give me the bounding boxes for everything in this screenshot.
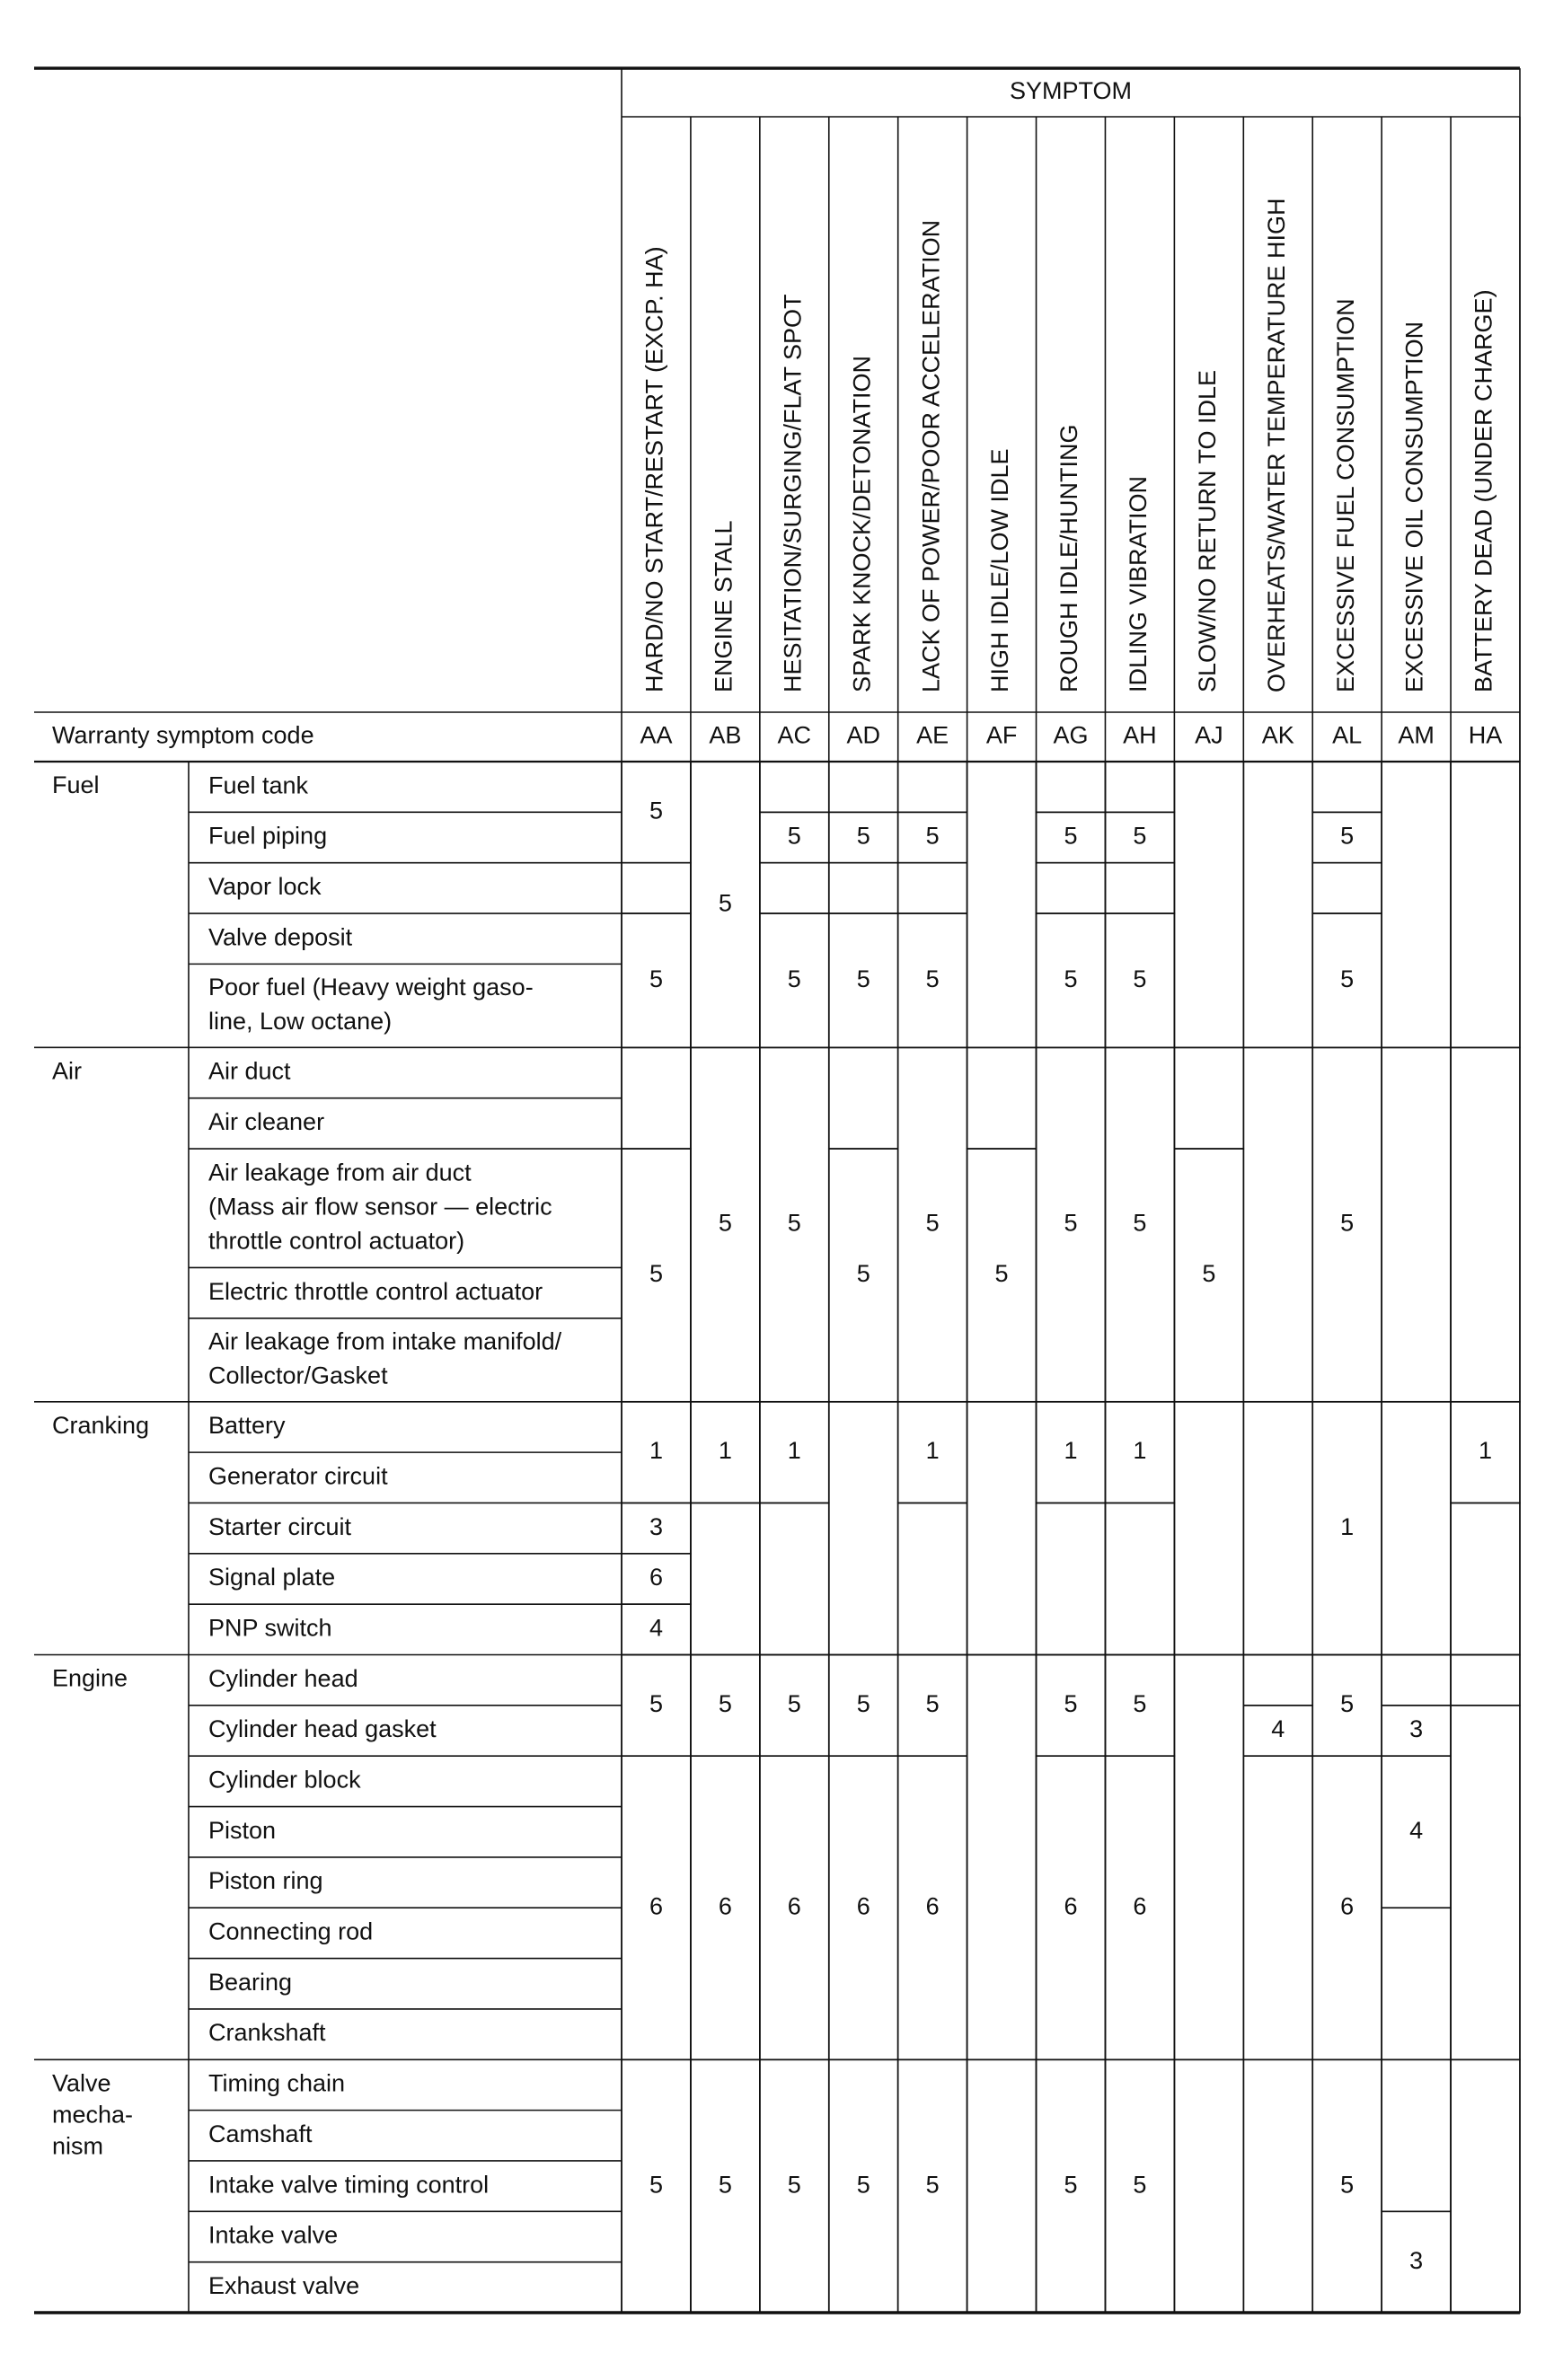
symptom-name: OVERHEATS/WATER TEMPERATURE HIGH — [1262, 198, 1290, 692]
matrix-cell — [1382, 1047, 1451, 1401]
warranty-symptom-code-label: Warranty symptom code — [52, 721, 314, 749]
symptom-name: EXCESSIVE OIL CONSUMPTION — [1400, 321, 1428, 692]
matrix-cell — [898, 863, 967, 913]
matrix-cell — [1243, 1047, 1312, 1401]
symptom-column-header — [917, 220, 944, 692]
matrix-cell — [1382, 1655, 1451, 1706]
cell-value: 6 — [1064, 1892, 1078, 1920]
cell-value: 5 — [1133, 2171, 1147, 2199]
matrix-cell — [829, 762, 898, 812]
matrix-cell — [760, 762, 829, 812]
matrix-cell — [829, 1047, 898, 1149]
symptom-name: HARD/NO START/RESTART (EXCP. HA) — [640, 246, 668, 692]
cell-value: 1 — [1064, 1437, 1078, 1465]
matrix-cell — [622, 1047, 691, 1149]
matrix-cell — [1382, 1402, 1451, 1655]
matrix-cell — [1174, 1047, 1243, 1149]
cell-value: 5 — [856, 1689, 870, 1717]
warranty-code: AG — [1053, 721, 1089, 749]
symptom-name: IDLING VIBRATION — [1125, 475, 1152, 692]
matrix-cell — [760, 1503, 829, 1654]
cell-value: 5 — [1133, 1209, 1147, 1237]
matrix-cell — [967, 1047, 1037, 1149]
symptom-column-header — [1055, 424, 1082, 692]
cell-value: 1 — [649, 1437, 663, 1465]
matrix-cell — [1451, 2059, 1520, 2313]
cell-value: 4 — [1271, 1715, 1285, 1743]
matrix-cell — [691, 1503, 760, 1654]
warranty-code: AC — [777, 721, 812, 749]
matrix-cell — [829, 863, 898, 913]
component-group-label: mecha- — [52, 2101, 134, 2129]
symptom-title: SYMPTOM — [1009, 77, 1133, 105]
cell-value: 1 — [1340, 1512, 1355, 1540]
cell-value: 5 — [856, 2171, 870, 2199]
matrix-cell — [967, 1655, 1037, 2060]
component-item-label: Air leakage from intake manifold/ — [208, 1327, 562, 1355]
matrix-cell — [898, 1503, 967, 1654]
symptom-name: HESITATION/SURGING/FLAT SPOT — [779, 294, 807, 692]
matrix-cell — [1382, 762, 1451, 1047]
cell-value: 6 — [1133, 1892, 1147, 1920]
cell-value: 5 — [1064, 822, 1078, 850]
symptom-column-header — [1401, 322, 1428, 692]
cell-value: 5 — [925, 1209, 940, 1237]
matrix-cell — [760, 863, 829, 913]
symptom-name: ROUGH IDLE/HUNTING — [1055, 424, 1083, 692]
cell-value: 5 — [649, 1689, 663, 1717]
cell-value: 5 — [925, 965, 940, 992]
cell-value: 5 — [718, 1689, 732, 1717]
cell-value: 5 — [1064, 1689, 1078, 1717]
warranty-code: AF — [985, 721, 1018, 749]
symptom-name: EXCESSIVE FUEL CONSUMPTION — [1331, 298, 1359, 692]
symptom-column-header — [1332, 298, 1359, 692]
cell-value: 5 — [649, 965, 663, 992]
component-group-label: Cranking — [52, 1411, 150, 1439]
matrix-cell — [1243, 1655, 1312, 1706]
component-item-label: (Mass air flow sensor — electric — [208, 1193, 552, 1221]
cell-value: 1 — [718, 1437, 732, 1465]
component-item-label: PNP switch — [208, 1614, 332, 1642]
component-group-label: Fuel — [52, 771, 100, 799]
warranty-code: AD — [846, 721, 880, 749]
cell-value: 5 — [787, 1209, 801, 1237]
matrix-cell — [1243, 2059, 1312, 2313]
component-item-label: Collector/Gasket — [208, 1362, 388, 1389]
component-item-label: Cylinder head — [208, 1664, 358, 1692]
component-item-label: Intake valve timing control — [208, 2171, 490, 2199]
symptom-name: SLOW/NO RETURN TO IDLE — [1193, 369, 1221, 692]
warranty-code: AJ — [1195, 721, 1223, 749]
component-item-label: throttle control actuator) — [208, 1227, 465, 1255]
cell-value: 6 — [718, 1892, 732, 1920]
warranty-code: AE — [916, 721, 949, 749]
matrix-cell — [1174, 1402, 1243, 1655]
cell-value: 6 — [649, 1892, 663, 1920]
component-item-label: Signal plate — [208, 1564, 336, 1591]
cell-value: 5 — [1133, 965, 1147, 992]
cell-value: 1 — [925, 1437, 940, 1465]
component-item-label: Air leakage from air duct — [208, 1159, 472, 1186]
cell-value: 5 — [718, 889, 732, 917]
warranty-code: AB — [709, 721, 742, 749]
component-item-label: Generator circuit — [208, 1462, 388, 1490]
component-item-label: Poor fuel (Heavy weight gaso- — [208, 973, 534, 1000]
component-item-label: Fuel piping — [208, 822, 328, 850]
cell-value: 6 — [925, 1892, 940, 1920]
cell-value: 5 — [787, 822, 801, 850]
cell-value: 5 — [787, 965, 801, 992]
cell-value: 5 — [1133, 822, 1147, 850]
symptom-name: HIGH IDLE/LOW IDLE — [986, 448, 1014, 692]
cell-value: 5 — [1340, 1209, 1355, 1237]
component-group-label: Engine — [52, 1664, 128, 1692]
matrix-cell — [1174, 1655, 1243, 2060]
component-item-label: Crankshaft — [208, 2019, 326, 2047]
matrix-cell — [622, 863, 691, 913]
component-item-label: Fuel tank — [208, 771, 309, 799]
matrix-cell — [898, 762, 967, 812]
matrix-cell — [1312, 762, 1382, 812]
symptom-column-header — [641, 246, 668, 692]
component-item-label: Piston — [208, 1816, 277, 1844]
symptom-column-header — [986, 448, 1013, 692]
cell-value: 5 — [787, 1689, 801, 1717]
component-item-label: Cylinder block — [208, 1766, 361, 1794]
cell-value: 1 — [1133, 1437, 1147, 1465]
cell-value: 5 — [649, 797, 663, 824]
matrix-cell — [1037, 1503, 1106, 1654]
matrix-cell — [1451, 1655, 1520, 1706]
cell-value: 5 — [1340, 2171, 1355, 2199]
symptom-name: BATTERY DEAD (UNDER CHARGE) — [1470, 289, 1497, 692]
cell-value: 6 — [649, 1564, 663, 1591]
symptom-column-header — [848, 356, 875, 692]
warranty-code: AH — [1123, 721, 1157, 749]
matrix-cell — [1382, 1908, 1451, 2059]
cell-value: 5 — [1202, 1260, 1216, 1288]
component-group-label: Valve — [52, 2069, 111, 2097]
matrix-cell — [1312, 863, 1382, 913]
matrix-cell — [1451, 1047, 1520, 1401]
cell-value: 5 — [1133, 1689, 1147, 1717]
cell-value: 5 — [856, 822, 870, 850]
cell-value: 5 — [649, 2171, 663, 2199]
cell-value: 1 — [787, 1437, 801, 1465]
cell-value: 3 — [649, 1512, 663, 1540]
matrix-cell — [1451, 762, 1520, 1047]
matrix-cell — [1243, 1402, 1312, 1655]
matrix-cell — [1105, 762, 1174, 812]
matrix-cell — [1105, 863, 1174, 913]
component-item-label: Cylinder head gasket — [208, 1715, 437, 1743]
matrix-cell — [829, 1402, 898, 1655]
matrix-cell — [1174, 2059, 1243, 2313]
cell-value: 1 — [1479, 1437, 1493, 1465]
symptom-column-header — [1125, 476, 1152, 692]
component-item-label: Electric throttle control actuator — [208, 1277, 543, 1305]
matrix-cell — [1037, 863, 1106, 913]
cell-value: 5 — [925, 1689, 940, 1717]
component-item-label: Battery — [208, 1412, 286, 1440]
symptom-name: ENGINE STALL — [710, 520, 737, 692]
cell-value: 5 — [925, 822, 940, 850]
cell-value: 5 — [718, 2171, 732, 2199]
cell-value: 5 — [1340, 965, 1355, 992]
component-group-label: nism — [52, 2132, 104, 2160]
cell-value: 5 — [925, 2171, 940, 2199]
component-item-label: Piston ring — [208, 1867, 323, 1895]
symptom-name: SPARK KNOCK/DETONATION — [848, 355, 876, 692]
matrix-cell — [967, 2059, 1037, 2313]
component-group-label: Air — [52, 1057, 82, 1085]
component-item-label: Connecting rod — [208, 1917, 374, 1945]
symptom-column-header — [1194, 370, 1221, 692]
matrix-cell — [1382, 2059, 1451, 2211]
component-item-label: Bearing — [208, 1968, 293, 1996]
cell-value: 5 — [1064, 2171, 1078, 2199]
cell-value: 4 — [649, 1614, 663, 1642]
cell-value: 5 — [1340, 1689, 1355, 1717]
warranty-code: AA — [640, 721, 673, 749]
component-item-label: Vapor lock — [208, 872, 322, 900]
matrix-cell — [1105, 1503, 1174, 1654]
component-item-label: Intake valve — [208, 2221, 339, 2249]
cell-value: 6 — [787, 1892, 801, 1920]
component-item-label: Air cleaner — [208, 1107, 325, 1135]
symptom-column-header — [1470, 289, 1497, 692]
cell-value: 3 — [1409, 2246, 1424, 2274]
cell-value: 5 — [1064, 965, 1078, 992]
cell-value: 5 — [1064, 1209, 1078, 1237]
cell-value: 5 — [787, 2171, 801, 2199]
component-item-label: Starter circuit — [208, 1512, 352, 1540]
matrix-cell — [1174, 762, 1243, 1047]
warranty-code: AL — [1332, 721, 1363, 749]
cell-value: 6 — [856, 1892, 870, 1920]
matrix-cell — [1243, 1756, 1312, 2059]
warranty-code: HA — [1468, 721, 1503, 749]
cell-value: 5 — [994, 1260, 1009, 1288]
cell-value: 6 — [1340, 1892, 1355, 1920]
component-item-label: Camshaft — [208, 2120, 313, 2147]
component-item-label: line, Low octane) — [208, 1007, 393, 1035]
cell-value: 5 — [856, 965, 870, 992]
component-item-label: Exhaust valve — [208, 2271, 360, 2299]
cell-value: 5 — [856, 1260, 870, 1288]
symptom-column-header — [1263, 198, 1290, 692]
cell-value: 5 — [1340, 822, 1355, 850]
cell-value: 5 — [718, 1209, 732, 1237]
warranty-code: AK — [1261, 721, 1294, 749]
cell-value: 5 — [649, 1260, 663, 1288]
matrix-cell — [1243, 762, 1312, 1047]
cell-value: 4 — [1409, 1816, 1424, 1844]
component-item-label: Timing chain — [208, 2069, 346, 2097]
symptom-column-header — [779, 294, 806, 692]
matrix-cell — [967, 1402, 1037, 1655]
component-item-label: Air duct — [208, 1057, 291, 1085]
matrix-cell — [1451, 1706, 1520, 2059]
component-item-label: Valve deposit — [208, 923, 353, 951]
matrix-cell — [1451, 1503, 1520, 1654]
symptom-column-header — [711, 520, 737, 692]
matrix-cell — [967, 762, 1037, 1047]
matrix-cell — [1037, 762, 1106, 812]
warranty-code: AM — [1398, 721, 1435, 749]
symptom-name: LACK OF POWER/POOR ACCELERATION — [917, 219, 945, 692]
cell-value: 3 — [1409, 1715, 1424, 1743]
